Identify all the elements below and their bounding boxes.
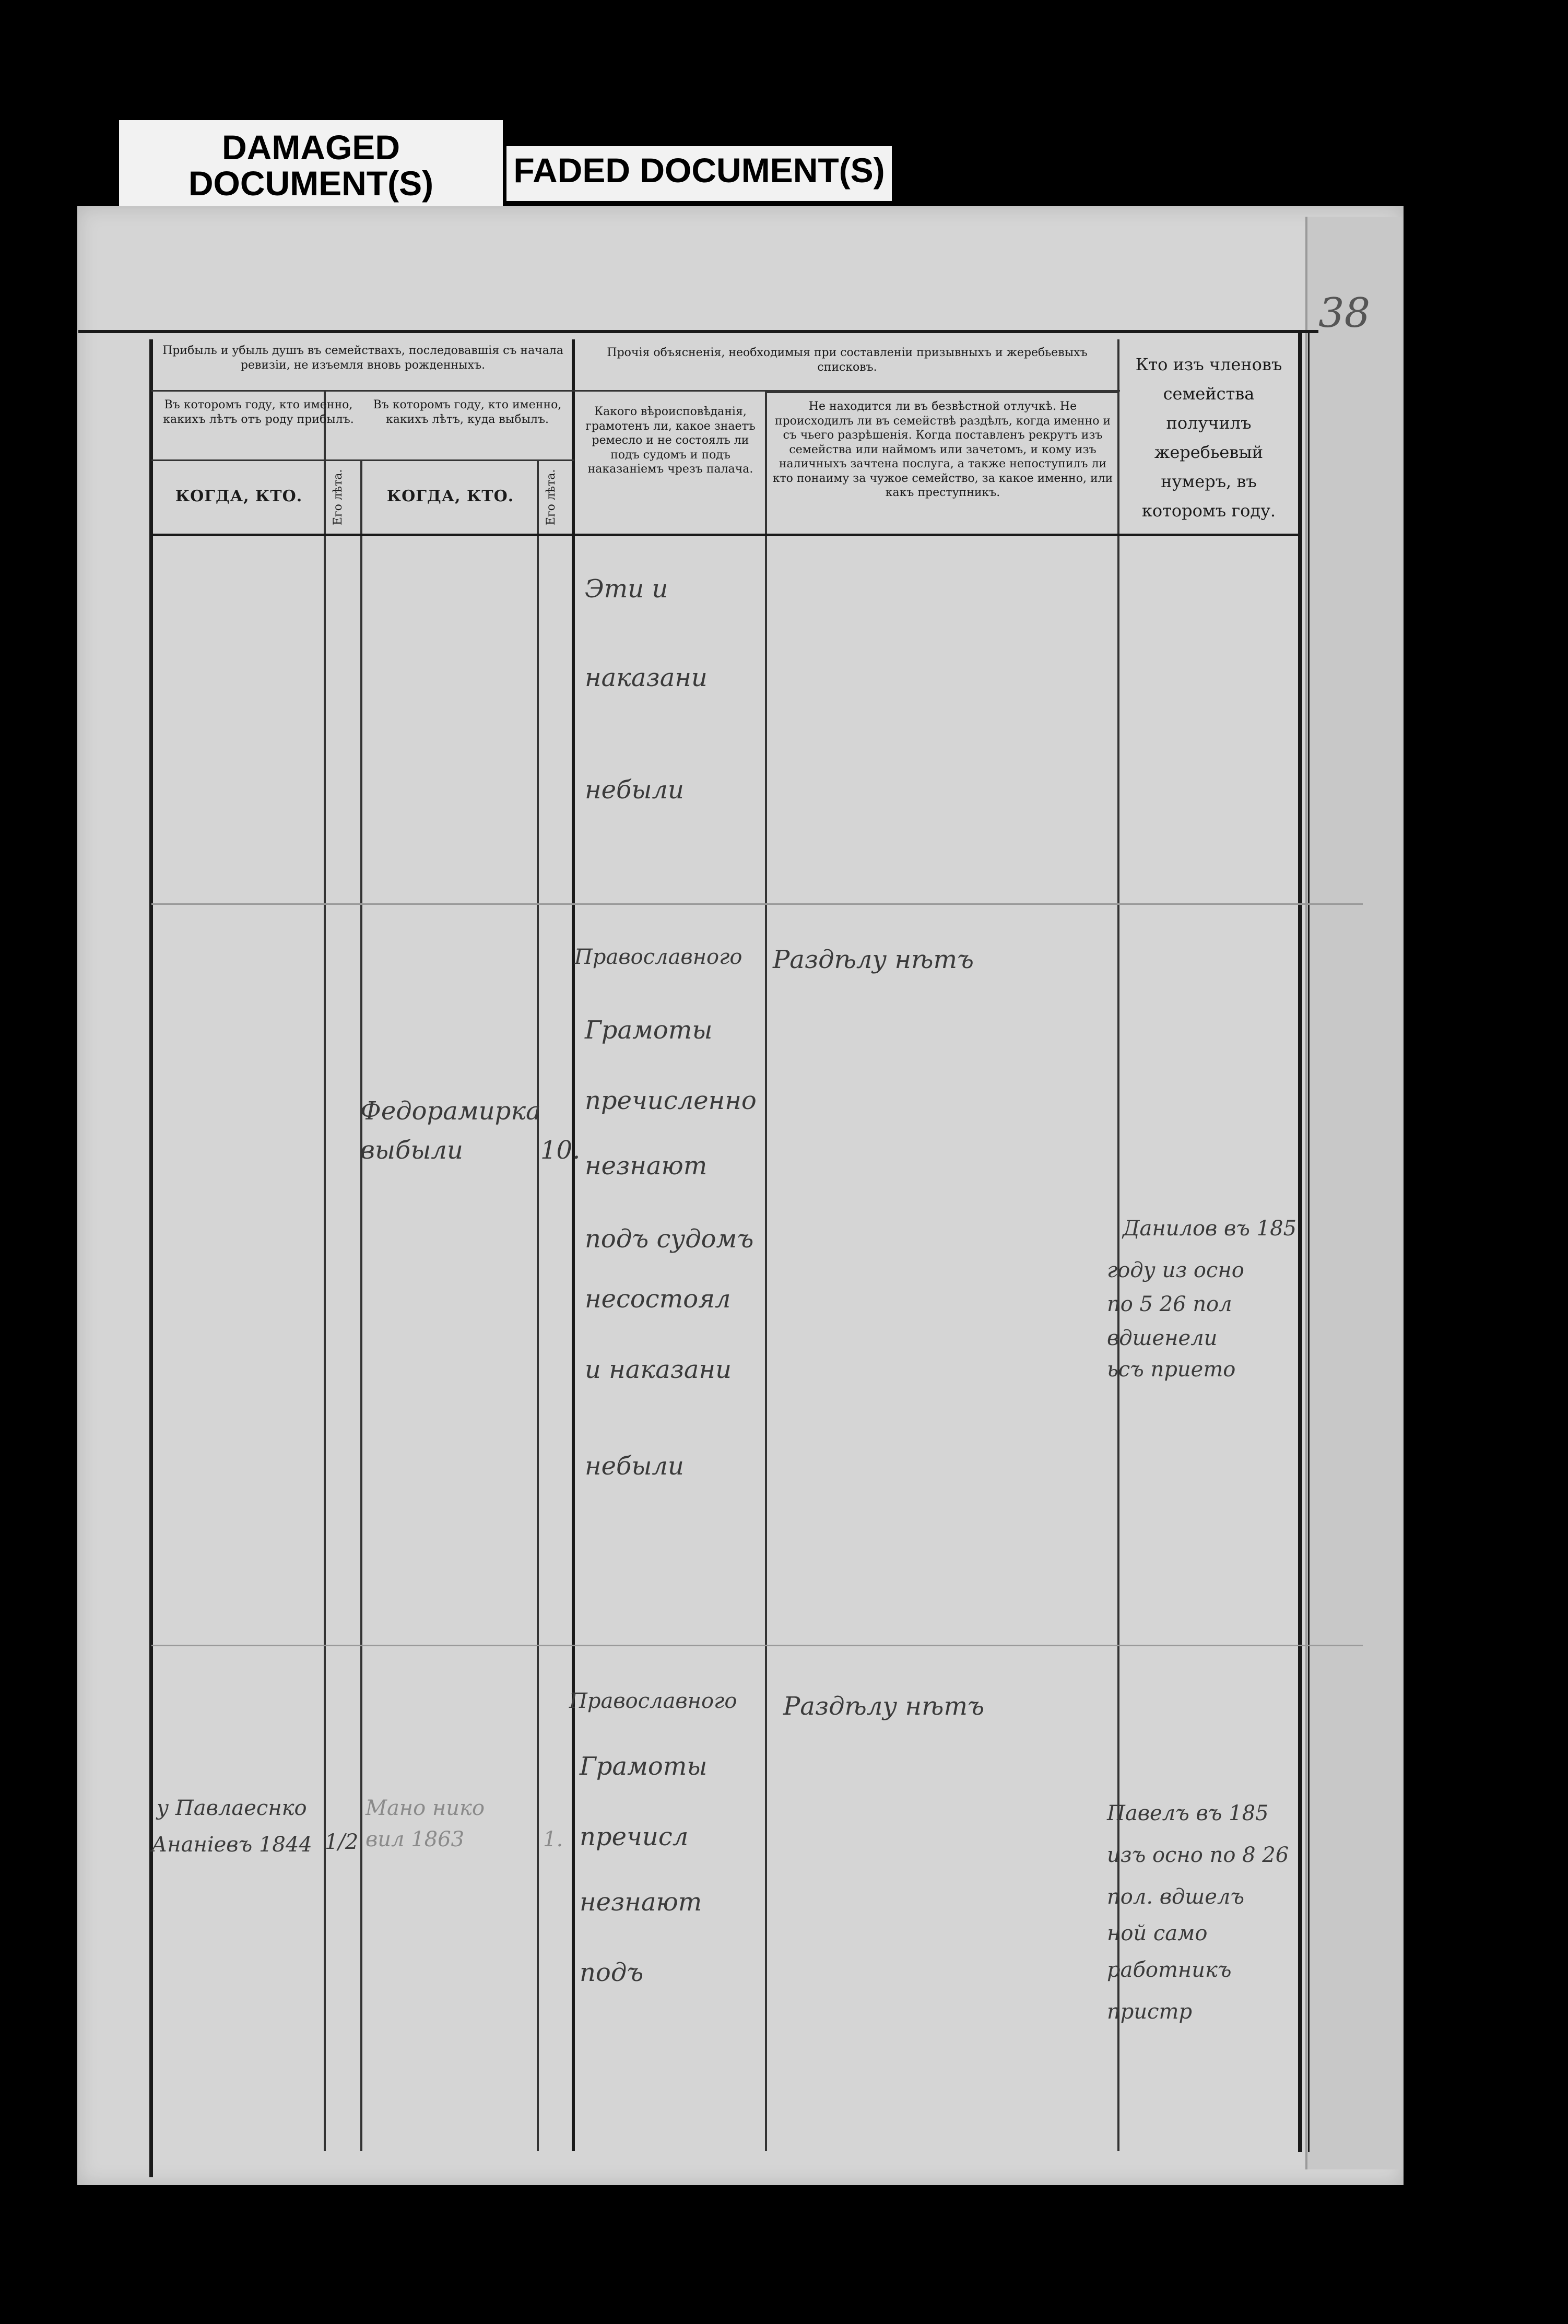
row2-lot-line-4: вдшенели <box>1107 1326 1218 1350</box>
absence-column-header: Не находится ли въ безвѣстной отлучкѣ. Не происходилъ ли въ семействѣ раздѣлъ, когда именно и съ чьего разрѣшенія. Когда поставленъ рекрутъ изъ семейства или наймомъ или зачетомъ, и кому изъ наличныхъ зачтена послуга, а также непоступилъ ли кто понаиму за чужое семейство, за какое именно, или какъ преступникъ. <box>772 400 1113 499</box>
row2-religion-line-1: Православного <box>574 945 742 969</box>
gain-loss-title: Прибыль и убыль душъ въ семействахъ, последовавшія съ начала ревизіи, не изъемля вновь рожденныхъ. <box>162 344 563 372</box>
row2-loss-when-line-2: выбыли <box>360 1136 463 1165</box>
row2-loss-age: 10. <box>540 1136 581 1165</box>
when-who-header-2: КОГДА, КТО. <box>386 487 514 505</box>
col-divider-6 <box>1117 339 1119 2151</box>
row2-lot-line-3: по 5 26 пол <box>1107 1292 1232 1316</box>
row3-loss-when-line-1: Мано нико <box>366 1796 485 1820</box>
row3-lot-line-2: изъ осно по 8 26 <box>1107 1843 1289 1867</box>
table-right-rule <box>1298 330 1302 2152</box>
col-divider-2 <box>360 459 362 2151</box>
row3-loss-age: 1. <box>543 1827 563 1851</box>
row3-gain-when-line-1: у Павлаеснко <box>157 1796 307 1820</box>
col-divider-3 <box>537 459 539 2151</box>
row2-loss-when-line-1: Федорамирка <box>360 1096 541 1126</box>
row3-religion-line-1: Православного <box>569 1689 737 1713</box>
row2-religion-line-4: незнают <box>585 1151 708 1181</box>
row3-religion-line-4: незнают <box>580 1887 702 1917</box>
faded-document-label: FADED DOCUMENT(S) <box>506 146 892 201</box>
header-rule-2 <box>151 459 574 461</box>
row2-lot-line-2: году из осно <box>1107 1258 1244 1282</box>
age-header-2: Его лѣта. <box>545 469 558 525</box>
row3-lot-line-4: ной само <box>1107 1921 1208 1945</box>
table-right-rule-2 <box>1308 330 1310 2152</box>
folio-number: 38 <box>1318 290 1371 337</box>
row2-religion-line-2: Грамоты <box>585 1016 713 1045</box>
row2-religion-line-5: подъ судомъ <box>585 1224 754 1254</box>
row-separator-1 <box>151 903 1363 905</box>
religion-column-header: Какого вѣроисповѣданія, грамотенъ ли, какое знаетъ ремесло и не состоялъ ли подъ судомъ и подъ наказаніемъ чрезъ палача. <box>585 405 756 476</box>
row3-gain-age: 1/2 <box>325 1830 359 1854</box>
col-divider-5 <box>765 392 767 2151</box>
damaged-document-label: DAMAGED DOCUMENT(S) <box>119 120 503 217</box>
row3-religion-line-2: Грамоты <box>580 1752 708 1781</box>
row2-religion-line-3: пречисленно <box>585 1086 757 1115</box>
header-rule-3 <box>767 392 1119 393</box>
row3-gain-when-line-2: Ананіевъ 1844 <box>151 1833 312 1857</box>
row2-lot-line-1: Данилов въ 185 <box>1123 1217 1297 1241</box>
row2-lot-line-5: ьсъ прието <box>1107 1358 1236 1382</box>
row1-religion-line-1: Эти и <box>585 574 668 604</box>
table-top-rule <box>78 330 1318 333</box>
age-header-1: Его лѣта. <box>332 469 345 525</box>
row2-religion-line-7: и наказани <box>585 1355 732 1384</box>
col-divider-4 <box>572 339 575 2151</box>
row3-lot-line-3: пол. вдшелъ <box>1107 1885 1245 1909</box>
row1-religion-line-3: небыли <box>585 775 684 805</box>
table-left-rule <box>149 339 153 2177</box>
row3-loss-when-line-2: вил 1863 <box>366 1827 465 1851</box>
row2-religion-line-8: небыли <box>585 1452 684 1481</box>
header-bottom-rule <box>151 534 1300 536</box>
row3-lot-line-6: пристр <box>1107 2000 1193 2024</box>
when-who-header-1: КОГДА, КТО. <box>175 487 303 505</box>
row3-lot-line-5: работникъ <box>1107 1958 1232 1982</box>
row-separator-2 <box>151 1645 1363 1646</box>
row3-religion-line-5: подъ <box>580 1958 644 1987</box>
page-edge <box>1305 217 1401 2169</box>
lot-number-column-header: Кто изъ членовъ семейства получилъ жеребьевый нумеръ, въ которомъ году. <box>1135 355 1282 521</box>
row3-lot-line-1: Павелъ въ 185 <box>1107 1801 1269 1825</box>
loss-subheader: Въ которомъ году, кто именно, какихъ лѣтъ, куда выбылъ. <box>373 398 562 426</box>
row2-absence: Раздѣлу нѣтъ <box>773 945 974 974</box>
other-explanations-header: Прочія объясненія, необходимыя при составленіи призывныхъ и жеребьевыхъ списковъ. <box>607 346 1088 374</box>
col-divider-1 <box>324 392 326 2151</box>
gain-subheader: Въ которомъ году, кто именно, какихъ лѣтъ отъ роду прибылъ. <box>163 398 354 426</box>
row1-religion-line-2: наказани <box>585 663 708 692</box>
row3-religion-line-3: пречисл <box>580 1822 689 1851</box>
row3-absence: Раздѣлу нѣтъ <box>783 1692 985 1721</box>
row2-religion-line-6: несостоял <box>585 1284 731 1314</box>
